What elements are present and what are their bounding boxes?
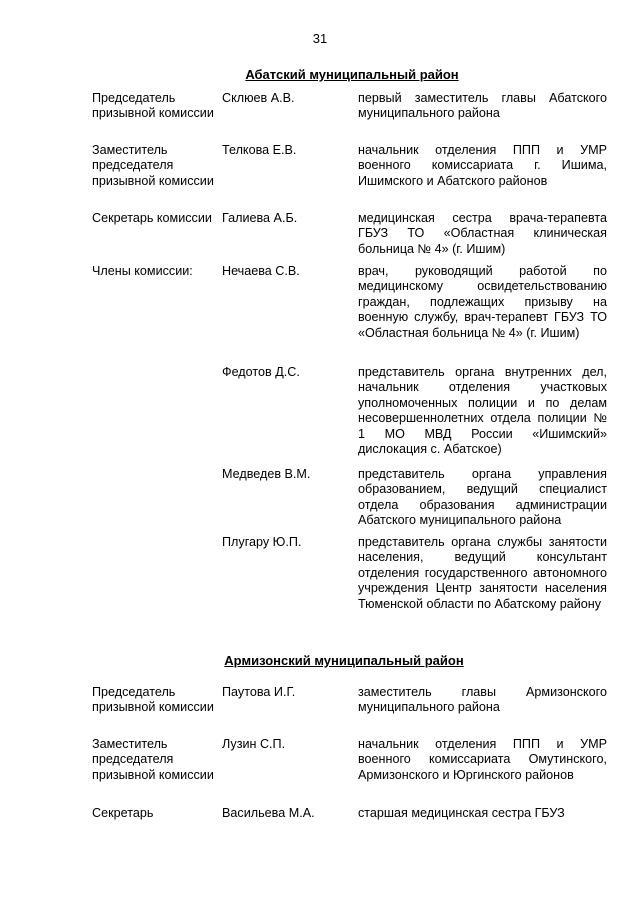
member-position: начальник отделения ППП и УМР военного комиссариата Омутинского, Армизонского и Юргинского районов <box>358 737 607 782</box>
member-position: медицинская сестра врача-терапевта ГБУЗ ТО «Областная клиническая больница № 4» (г. Ишим) <box>358 211 607 256</box>
member-role: Заместитель председателя призывной комиссии <box>92 737 214 782</box>
member-name: Плугару Ю.П. <box>222 535 302 549</box>
member-position: врач, руководящий работой по медицинскому освидетельствованию граждан, подлежащих призыву на военную службу, врач-терапевт ГБУЗ ТО «Областная больница № 4» (г. Ишим) <box>358 264 607 340</box>
member-name: Лузин С.П. <box>222 737 286 751</box>
member-position: представитель органа службы занятости населения, ведущий консультант отделения государственного автономного учреждения Центр занятости населения Тюменской области по Абатскому району <box>358 535 607 611</box>
member-role: Заместитель председателя призывной комиссии <box>92 143 214 188</box>
member-position: представитель органа управления образованием, ведущий специалист отдела образования администрации Абатского муниципального района <box>358 467 607 528</box>
page-number: 31 <box>312 31 328 46</box>
member-role: Председатель призывной комиссии <box>92 91 214 121</box>
member-position: представитель органа внутренних дел, начальник отделения участковых уполномоченных полиции и по делам несовершеннолетних отдела полиции № 1 МО МВД России «Ишимский» дислокация с. Абатское) <box>358 365 607 457</box>
member-name: Галиева А.Б. <box>222 211 298 225</box>
member-name: Федотов Д.С. <box>222 365 300 379</box>
member-name: Паутова И.Г. <box>222 685 296 699</box>
member-position: начальник отделения ППП и УМР военного комиссариата г. Ишима, Ишимского и Абатского районов <box>358 143 607 188</box>
member-role: Члены комиссии: <box>92 264 193 278</box>
member-role: Секретарь комиссии <box>92 211 212 225</box>
section-title-armizonsky: Армизонский муниципальный район <box>224 653 464 668</box>
member-role: Секретарь <box>92 806 154 820</box>
member-position: заместитель главы Армизонского муниципального района <box>358 685 607 715</box>
member-position: старшая медицинская сестра ГБУЗ <box>358 806 565 820</box>
member-name: Васильева М.А. <box>222 806 315 820</box>
section-title-abatsky: Абатский муниципальный район <box>245 67 459 82</box>
member-name: Склюев А.В. <box>222 91 295 105</box>
member-name: Телкова Е.В. <box>222 143 297 157</box>
member-name: Медведев В.М. <box>222 467 311 481</box>
member-position: первый заместитель главы Абатского муниципального района <box>358 91 607 121</box>
member-role: Председатель призывной комиссии <box>92 685 214 715</box>
member-name: Нечаева С.В. <box>222 264 300 278</box>
